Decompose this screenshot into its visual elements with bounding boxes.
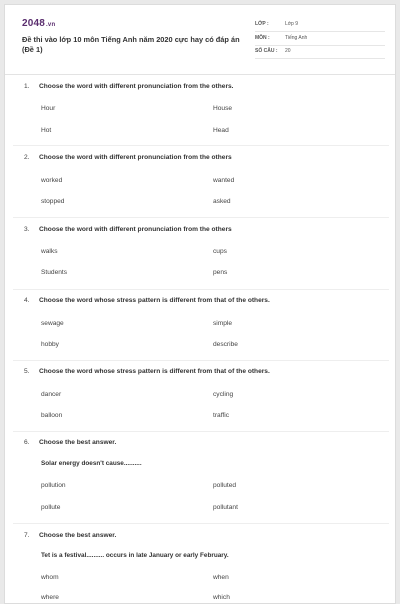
meta-value: 20 <box>285 48 291 54</box>
question-text: Choose the word whose stress pattern is different from that of the others. <box>39 297 270 304</box>
answer-option[interactable]: stopped <box>41 198 65 205</box>
answer-option[interactable]: asked <box>213 198 231 205</box>
question-number: 3. <box>24 226 30 233</box>
answer-option[interactable]: simple <box>213 320 233 327</box>
answer-option[interactable]: cups <box>213 248 227 255</box>
question-divider <box>13 360 389 361</box>
answer-option[interactable]: worked <box>41 177 63 184</box>
answer-option[interactable]: Hour <box>41 105 56 112</box>
question-number: 7. <box>24 532 30 539</box>
answer-option[interactable]: hobby <box>41 341 59 348</box>
answer-option[interactable]: Students <box>41 269 68 276</box>
question-text: Choose the best answer. <box>39 439 117 446</box>
answer-option[interactable]: wanted <box>213 177 235 184</box>
answer-option[interactable]: which <box>213 594 230 601</box>
question-number: 6. <box>24 439 30 446</box>
question-number: 1. <box>24 83 30 90</box>
question-text: Choose the word with different pronunciation from the others <box>39 226 232 233</box>
answer-option[interactable]: polluted <box>213 482 237 489</box>
question-text: Choose the word whose stress pattern is different from that of the others. <box>39 368 270 375</box>
question-number: 2. <box>24 154 30 161</box>
question-text: Choose the word with different pronunciation from the others. <box>39 83 234 90</box>
meta-info <box>255 19 385 60</box>
answer-option[interactable]: describe <box>213 341 238 348</box>
question-divider <box>13 431 389 432</box>
answer-option[interactable]: pollute <box>41 504 61 511</box>
answer-option[interactable]: pollutant <box>213 504 238 511</box>
question-number: 4. <box>24 297 30 304</box>
answer-option[interactable]: walks <box>41 248 58 255</box>
answer-option[interactable]: pens <box>213 269 228 276</box>
worksheet-page <box>4 4 396 604</box>
question-divider <box>13 523 389 524</box>
question-divider <box>13 217 389 218</box>
question-number: 5. <box>24 368 30 375</box>
meta-value: Tiếng Anh <box>285 34 308 41</box>
worksheet-header <box>5 5 395 75</box>
answer-option[interactable]: pollution <box>41 482 66 489</box>
meta-row-subject <box>255 33 385 46</box>
question-divider <box>13 289 389 290</box>
meta-value: Lớp 9 <box>285 21 299 27</box>
question-prompt: Solar energy doesn't cause.......... <box>41 460 142 467</box>
question-text: Choose the word with different pronunciation from the others <box>39 154 232 161</box>
question-divider <box>13 145 389 146</box>
answer-option[interactable]: Head <box>213 127 229 134</box>
meta-row-count <box>255 46 385 59</box>
meta-label: SỐ CÂU : <box>255 48 278 54</box>
answer-option[interactable]: traffic <box>213 412 230 419</box>
document-title: Đề thi vào lớp 10 môn Tiếng Anh năm 2020 cực hay có đáp án (Đề 1) <box>22 35 240 54</box>
answer-option[interactable]: cycling <box>213 391 234 398</box>
question-text: Choose the best answer. <box>39 532 117 539</box>
answer-option[interactable]: whom <box>41 574 59 581</box>
answer-option[interactable]: where <box>41 594 59 601</box>
site-logo[interactable]: 2048.vn <box>22 18 56 29</box>
meta-label: LỚP : <box>255 21 269 27</box>
answer-option[interactable]: balloon <box>41 412 63 419</box>
answer-option[interactable]: dancer <box>41 391 62 398</box>
meta-label: MÔN : <box>255 34 270 41</box>
answer-option[interactable]: sewage <box>41 320 64 327</box>
answer-option[interactable]: Hot <box>41 127 52 134</box>
answer-option[interactable]: when <box>213 574 229 581</box>
question-prompt: Tet is a festival.......... occurs in late January or early February. <box>41 552 229 559</box>
answer-option[interactable]: House <box>213 105 233 112</box>
meta-row-class <box>255 19 385 32</box>
